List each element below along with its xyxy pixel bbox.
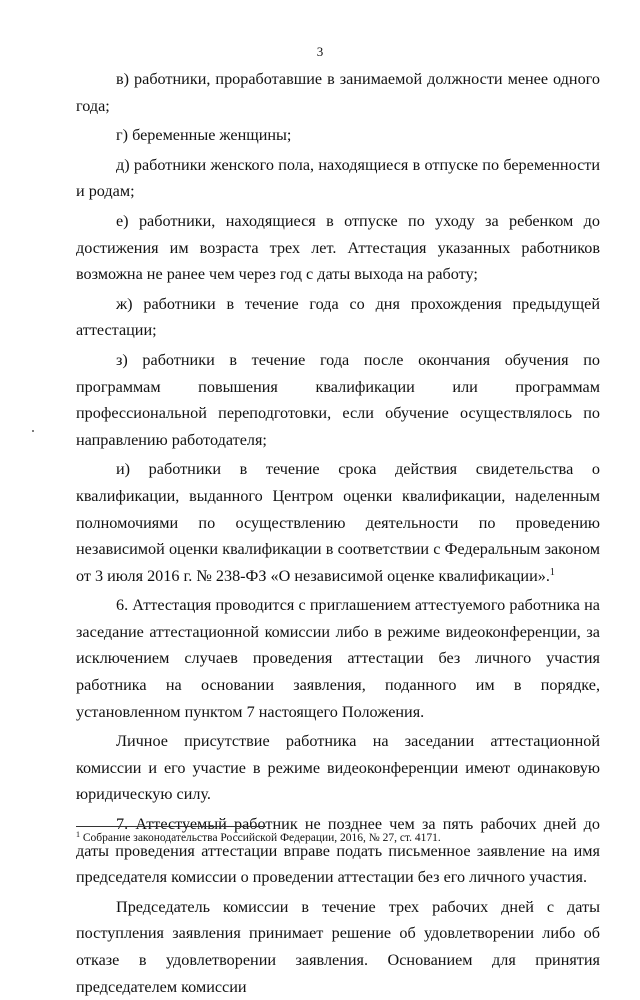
footnote (76, 831, 600, 845)
paragraph-chairman-decision: Председатель комиссии в течение трех рабочих дней с даты поступления заявления принимает решение об удовлетворении либо об отказе в удовлетворении заявления. Основанием для принятия председателем комиссии (76, 897, 600, 996)
paragraph-i (76, 456, 600, 589)
paragraph-6: 6. Аттестация проводится с приглашением аттестуемого работника на заседание аттестационной комиссии либо в режиме видеоконференции, за исключением случаев проведения аттестации без личного участия работника на основании заявления, поданного им в порядке, установленном пунктом 7 настоящего Положения. (76, 596, 600, 721)
paragraph-7: 7. Аттестуемый работник не позднее чем за пять рабочих дней до даты проведения аттестации вправе подать письменное заявление на имя председателя комиссии о проведении аттестации без его личного участия. (76, 815, 600, 887)
paragraph-personal-presence: Личное присутствие работника на заседании аттестационной комиссии и его участие в режиме видеоконференции имеют одинаковую юридическую силу. (76, 732, 600, 804)
footnote-separator (76, 826, 266, 827)
paragraph-z: з) работники в течение года после окончания обучения по программам повышения квалификации или программам профессиональной переподготовки, если обучение осуществлялось по направлению работодателя; (76, 350, 600, 449)
document-body (76, 66, 600, 1000)
footnote-marker: 1 (76, 830, 80, 839)
paragraph-v: в) работники, проработавшие в занимаемой должности менее одного года; (76, 70, 600, 115)
paragraph-d: д) работники женского пола, находящиеся в отпуске по беременности и родам; (76, 155, 600, 201)
paragraph-g: г) беременные женщины; (116, 126, 292, 145)
paragraph-i-text: и) работники в течение срока действия свидетельства о квалификации, выданного Центром оценки квалификации, наделенным полномочиями по осуществлению деятельности по проведению независимой оценки квалификации в соответствии с Федеральным законом от 3 июля 2016 г. № 238-ФЗ «О независимой оценке квалификации». (76, 460, 600, 585)
paragraph-e: е) работники, находящиеся в отпуске по уходу за ребенком до достижения им возраста трех лет. Аттестация указанных работников возможна не ранее чем через год с даты выхода на работу; (76, 211, 600, 284)
paragraph-zh: ж) работники в течение года со дня прохождения предыдущей аттестации; (76, 294, 600, 340)
footnote-text: Собрание законодательства Российской Федерации, 2016, № 27, ст. 4171. (82, 832, 441, 844)
page-number: 3 (316, 44, 324, 59)
footnote-reference[interactable]: 1 (549, 566, 555, 578)
scan-speck (32, 430, 34, 432)
